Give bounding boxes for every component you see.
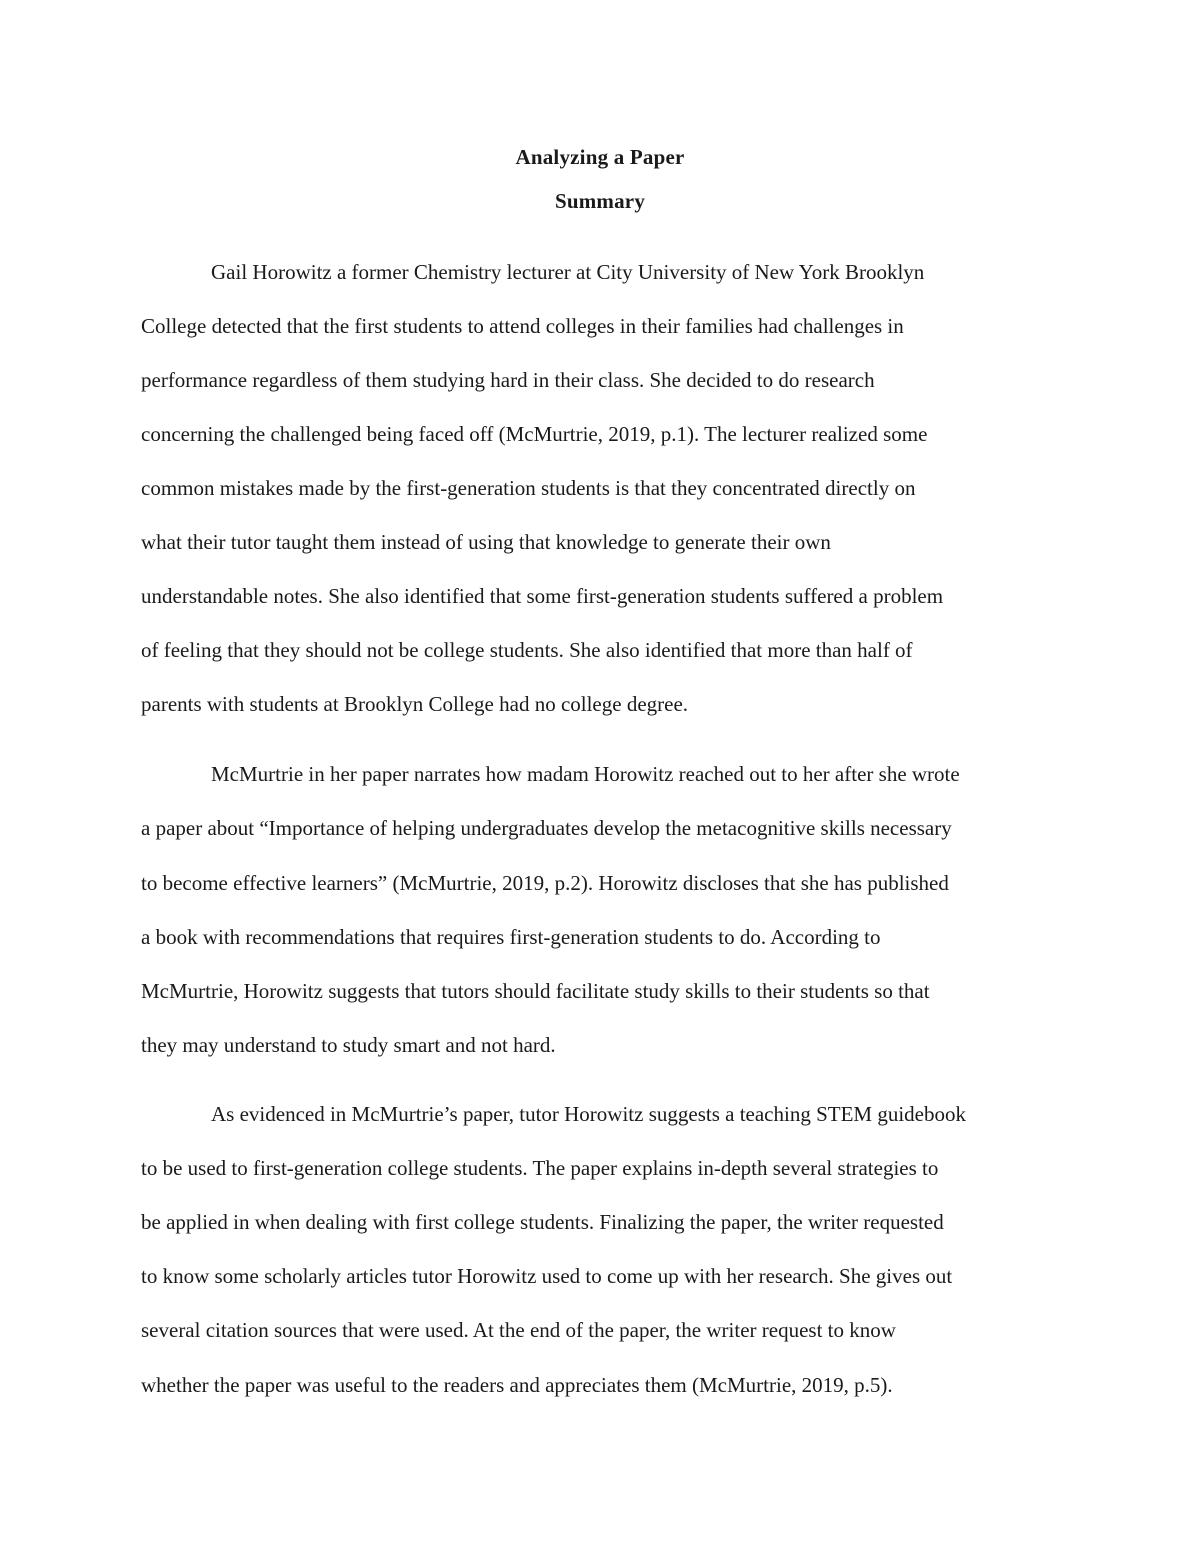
paragraph-line: of feeling that they should not be college students. She also identified that more than half of	[141, 638, 913, 662]
paragraph-line: McMurtrie, Horowitz suggests that tutors should facilitate study skills to their students so that	[141, 979, 930, 1003]
paragraph-line: several citation sources that were used. At the end of the paper, the writer request to know	[141, 1318, 896, 1342]
paragraph-line: what their tutor taught them instead of using that knowledge to generate their own	[141, 530, 831, 554]
paragraph-line: College detected that the first students to attend colleges in their families had challenges in	[141, 314, 904, 338]
paragraph-line: Gail Horowitz a former Chemistry lecturer at City University of New York Brooklyn	[211, 260, 925, 284]
paragraph-line: McMurtrie in her paper narrates how madam Horowitz reached out to her after she wrote	[211, 762, 960, 786]
paragraph-line: to know some scholarly articles tutor Horowitz used to come up with her research. She gives out	[141, 1264, 953, 1288]
document-subtitle: Summary	[554, 189, 646, 213]
paragraph-line: a paper about “Importance of helping undergraduates develop the metacognitive skills necessary	[141, 816, 952, 840]
paragraph-line: parents with students at Brooklyn College had no college degree.	[141, 692, 689, 716]
document-title: Analyzing a Paper	[515, 145, 685, 169]
paragraph-line: to become effective learners” (McMurtrie, 2019, p.2). Horowitz discloses that she has published	[141, 871, 949, 895]
paragraph-line: common mistakes made by the first-generation students is that they concentrated directly on	[141, 476, 916, 500]
paragraph-line: a book with recommendations that requires first-generation students to do. According to	[141, 925, 881, 949]
paragraph-line: performance regardless of them studying hard in their class. She decided to do research	[141, 368, 875, 392]
paragraph-line: concerning the challenged being faced off (McMurtrie, 2019, p.1). The lecturer realized some	[141, 422, 928, 446]
paragraph-line: to be used to first-generation college students. The paper explains in-depth several strategies to	[141, 1156, 939, 1180]
paragraph-line: be applied in when dealing with first college students. Finalizing the paper, the writer requested	[141, 1210, 944, 1234]
paragraph-line: they may understand to study smart and not hard.	[141, 1033, 556, 1057]
paragraph-line: whether the paper was useful to the readers and appreciates them (McMurtrie, 2019, p.5).	[141, 1373, 893, 1397]
paragraph-line: understandable notes. She also identified that some first-generation students suffered a problem	[141, 584, 944, 608]
paragraph-line: As evidenced in McMurtrie’s paper, tutor Horowitz suggests a teaching STEM guidebook	[211, 1102, 966, 1126]
